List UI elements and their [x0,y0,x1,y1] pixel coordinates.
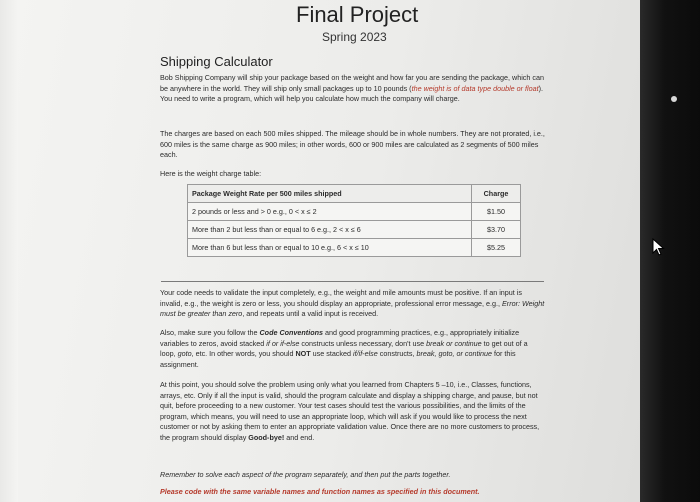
charges-paragraph: The charges are based on each 500 miles shipped. The mileage should be in whole numbers. They are not prorated, i.e., 600 miles is the same charge as 900 miles; in other words, 600 or 900 miles are calculated as 2 segments of 500 miles each. [160,129,545,159]
intro-paragraph [160,73,545,105]
reminder-paragraph: Remember to solve each aspect of the program separately, and then put the parts together. [160,470,451,479]
header-rate: Package Weight Rate per 500 miles shipped [188,185,472,203]
screen-bezel [640,0,700,502]
page-shadow [0,0,18,502]
rate-cell: More than 6 but less than or equal to 10 e.g., 6 < x ≤ 10 [188,239,472,257]
solution-text-1: At this point, you should solve the problem using only what you learned from Chapters 5 –10, i.e., Classes, functions, arrays, etc. Only if all the input is valid, should the program calculate and display a shipping charge, and pause, but not quit, before proceeding to a new customer. Your test cases should test the various possibilities, and the limits of the program, which means, you will need to use an appropriate loop, which will ask if you would like to process the next customer or not by asking them to enter an appropriate validation value. Once there are no more customers to process, the program should display [160,380,540,442]
weight-charge-table [187,184,521,257]
conv-text-3: constructs unless necessary, don't use [299,338,427,348]
conv-ital-1: if or if-else [266,338,300,348]
conv-ital-5: break, goto, or continue [416,349,493,358]
table-row [188,239,521,257]
conv-ital-3: goto [177,349,192,358]
conv-text-6: use stacked [310,349,353,358]
validation-text-2: , and repeats until a valid input is received. [242,309,379,318]
table-header-row [188,185,521,203]
goodbye-text: Good-bye! [248,432,285,442]
conv-text-1: Also, make sure you follow the [160,328,260,337]
conv-text-7: constructs, [377,349,417,358]
charge-cell: $5.25 [472,239,521,257]
conv-text-5: , etc. In other words, you should [191,349,296,358]
conv-bold-2: NOT [295,349,311,358]
header-charge: Charge [472,185,521,203]
intro-emphasis: the weight is of data type double or float [411,83,539,93]
rate-cell: 2 pounds or less and > 0 e.g., 0 < x ≤ 2 [188,203,472,221]
charge-cell: $3.70 [472,221,521,239]
validation-text-1: Your code needs to validate the input completely, e.g., the weight and mile amounts must be positive. If an input is invalid, e.g., the weight is zero or less, you should display an appropriate, professional error message, e.g., [160,288,522,308]
table-row [188,203,521,221]
page-title: Final Project [296,2,419,27]
conv-ital-2: break or continue [426,338,482,348]
mouse-cursor-icon [652,238,666,256]
page-subtitle: Spring 2023 [322,30,387,44]
naming-note-paragraph: Please code with the same variable names and function names as specified in this document. [160,487,480,496]
section-heading: Shipping Calculator [160,54,273,69]
conv-text-2: and good programming practices, e.g., appropriately initialize variables to zeros, avoid stacked [160,328,520,348]
table-row [188,221,521,239]
conv-bold-1: Code Conventions [259,328,323,337]
table-label: Here is the weight charge table: [160,169,262,178]
validation-paragraph [160,288,545,320]
charge-cell: $1.50 [472,203,521,221]
conv-ital-4: if/if-else [353,349,378,358]
conventions-paragraph [160,328,545,370]
solution-text-2: and end. [284,432,315,442]
intro-text-2: ). You need to write a program, which will help you calculate how much the company will charge. [160,83,544,103]
horizontal-divider [161,281,544,282]
conv-text-4: to get out of a loop, [160,338,528,358]
camera-dot-icon [671,96,677,102]
rate-cell: More than 2 but less than or equal to 6 e.g., 2 < x ≤ 6 [188,221,472,239]
conv-text-8: for this assignment. [160,349,516,369]
intro-text-1: Bob Shipping Company will ship your package based on the weight and how far you are sending the package, which can be anywhere in the world. They will ship only small packages up to 10 pounds ( [160,73,544,93]
validation-error-example: Error: Weight must be greater than zero [160,298,545,318]
solution-paragraph [160,380,545,443]
